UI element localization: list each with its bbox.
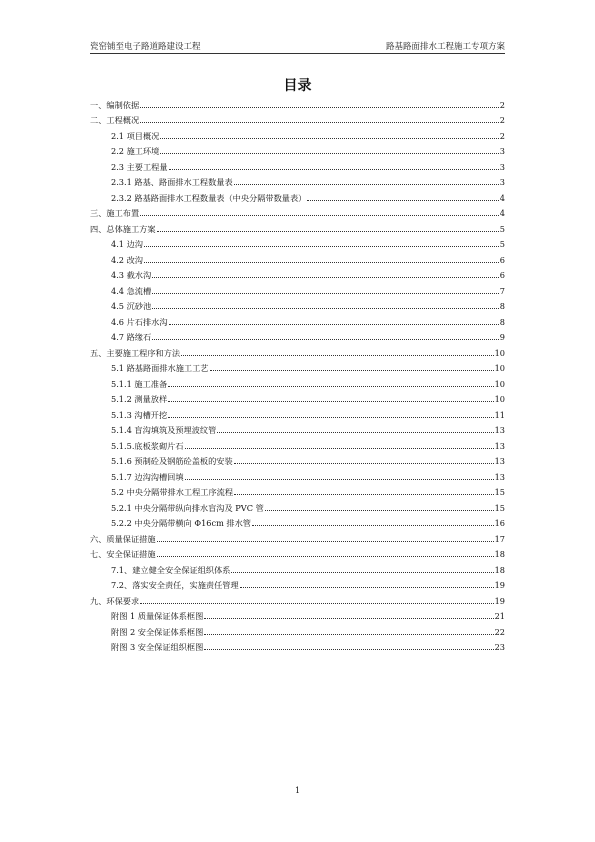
toc-entry-label: 4.2 改沟 <box>111 254 143 265</box>
toc-entry-page: 5 <box>499 239 505 249</box>
toc-entry-label: 六、质量保证措施 <box>90 533 156 544</box>
toc-entry[interactable] <box>90 311 505 327</box>
toc-dot-leader <box>204 649 493 650</box>
toc-entry-page: 19 <box>494 595 505 606</box>
toc-entry[interactable] <box>90 327 505 343</box>
page-number: 1 <box>294 786 301 795</box>
toc-entry[interactable] <box>90 373 505 389</box>
toc-dot-leader <box>157 231 499 232</box>
toc-entry-label: 5.1.3 沟槽开挖 <box>111 409 168 420</box>
toc-entry-page: 5 <box>499 223 505 234</box>
toc-entry-label: 2.1 项目概况 <box>111 130 160 141</box>
toc-entry-label: 5.1.2 测量放样 <box>111 394 168 404</box>
toc-entry-page: 11 <box>494 409 505 420</box>
toc-dot-leader <box>152 277 499 278</box>
toc-entry-label: 一、编制依据 <box>90 99 140 110</box>
toc-entry[interactable] <box>90 265 505 281</box>
toc-entry-page: 18 <box>494 564 505 575</box>
toc-entry-page: 3 <box>499 146 505 156</box>
toc-entry[interactable] <box>90 482 505 498</box>
toc-entry[interactable] <box>90 94 505 110</box>
toc-entry-page: 6 <box>499 270 505 280</box>
page-header <box>90 40 505 54</box>
toc-dot-leader <box>252 525 494 526</box>
toc-entry-page: 2 <box>499 130 505 141</box>
toc-entry-label: 附图 3 安全保证组织框图 <box>111 642 204 652</box>
toc-dot-leader <box>140 122 499 123</box>
toc-entry[interactable] <box>90 203 505 219</box>
toc-entry-label: 5.1.7 边沟沟槽回填 <box>111 471 184 482</box>
toc-entry[interactable] <box>90 544 505 560</box>
toc-entry-label: 4.1 边沟 <box>111 239 143 249</box>
toc-entry-page: 2 <box>499 115 505 125</box>
toc-dot-leader <box>152 293 499 294</box>
toc-dot-leader <box>168 417 493 418</box>
toc-entry[interactable] <box>90 590 505 606</box>
toc-dot-leader <box>181 355 494 356</box>
toc-entry-label: 四、总体施工方案 <box>90 223 156 234</box>
toc-dot-leader <box>210 370 494 371</box>
toc-entry-page: 10 <box>494 394 505 404</box>
toc-dot-leader <box>185 479 494 480</box>
toc-dot-leader <box>217 432 493 433</box>
toc-dot-leader <box>168 401 493 402</box>
toc-dot-leader <box>307 200 498 201</box>
toc-dot-leader <box>144 262 499 263</box>
toc-dot-leader <box>152 339 499 340</box>
toc-dot-leader <box>140 603 493 604</box>
toc-entry-page: 4 <box>499 208 505 218</box>
toc-entry-page: 10 <box>494 347 505 358</box>
toc-entry[interactable] <box>90 404 505 420</box>
toc-entry-label: 5.1.4 盲沟填筑及预埋波纹管 <box>111 425 217 435</box>
toc-entry-page: 13 <box>494 425 505 435</box>
toc-dot-leader <box>234 494 494 495</box>
toc-entry-label: 4.7 路缘石 <box>111 332 152 342</box>
toc-entry[interactable] <box>90 621 505 637</box>
toc-entry-page: 3 <box>499 177 505 187</box>
toc-entry[interactable] <box>90 451 505 467</box>
toc-dot-leader <box>168 386 493 387</box>
toc-entry-page: 10 <box>494 363 505 373</box>
toc-entry[interactable] <box>90 575 505 591</box>
toc-title: 目录 <box>283 78 312 94</box>
toc-entry-label: 4.6 片石排水沟 <box>111 316 168 327</box>
header-document-title: 路基路面排水工程施工专项方案 <box>385 42 505 52</box>
toc-entry-page: 21 <box>494 611 505 621</box>
toc-dot-leader <box>169 169 499 170</box>
toc-entry-page: 10 <box>494 378 505 389</box>
toc-entry[interactable] <box>90 156 505 172</box>
toc-entry[interactable] <box>90 110 505 126</box>
toc-entry[interactable] <box>90 234 505 250</box>
toc-entry-label: 5.2.2 中央分隔带横向 Φ16cm 排水管 <box>111 518 251 528</box>
toc-entry-label: 二、工程概况 <box>90 115 140 125</box>
toc-entry-label: 4.3 截水沟 <box>111 270 152 280</box>
toc-entry[interactable] <box>90 358 505 374</box>
toc-entry-page: 23 <box>494 642 505 652</box>
toc-entry-page: 17 <box>494 533 505 544</box>
toc-dot-leader <box>140 215 499 216</box>
toc-entry-label: 三、施工布置 <box>90 208 140 218</box>
toc-entry[interactable] <box>90 280 505 296</box>
toc-dot-leader <box>160 153 498 154</box>
toc-entry[interactable] <box>90 172 505 188</box>
toc-entry-page: 19 <box>494 580 505 590</box>
toc-dot-leader <box>152 308 499 309</box>
toc-dot-leader <box>185 448 494 449</box>
toc-entry-page: 15 <box>494 502 505 513</box>
toc-entry-page: 7 <box>499 285 505 296</box>
toc-entry-page: 13 <box>494 471 505 482</box>
toc-entry-label: 5.2.1 中央分隔带纵向排水盲沟及 PVC 管 <box>111 502 264 513</box>
toc-entry-label: 2.3.1 路基、路面排水工程数量表 <box>111 177 233 187</box>
toc-entry[interactable] <box>90 141 505 157</box>
toc-entry[interactable] <box>90 218 505 234</box>
toc-dot-leader <box>144 246 499 247</box>
toc-entry-label: 4.5 沉砂池 <box>111 301 152 311</box>
toc-entry-label: 2.3.2 路基路面排水工程数量表（中央分隔带数量表） <box>111 192 307 203</box>
toc-entry[interactable] <box>90 342 505 358</box>
toc-entry-page: 2 <box>499 99 505 110</box>
header-project-name: 瓷窑铺至电子路道路建设工程 <box>90 42 201 52</box>
toc-entry-page: 9 <box>499 332 505 342</box>
toc-entry[interactable] <box>90 559 505 575</box>
toc-dot-leader <box>240 587 494 588</box>
toc-entry-page: 8 <box>499 316 505 327</box>
toc-entry-label: 七、安全保证措施 <box>90 549 156 559</box>
toc-entry[interactable] <box>90 389 505 405</box>
toc-entry[interactable] <box>90 125 505 141</box>
toc-entry[interactable] <box>90 435 505 451</box>
toc-entry-page: 18 <box>494 549 505 559</box>
toc-entry[interactable] <box>90 528 505 544</box>
toc-entry-label: 7.1、建立健全安全保证组织体系 <box>111 564 231 575</box>
toc-dot-leader <box>204 634 493 635</box>
toc-entry-label: 7.2、落实安全责任，实施责任管理 <box>111 580 239 590</box>
toc-entry-page: 13 <box>494 440 505 451</box>
toc-entry-page: 4 <box>499 192 505 203</box>
toc-entry[interactable] <box>90 513 505 529</box>
toc-entry[interactable] <box>90 637 505 653</box>
toc-entry-label: 五、主要施工程序和方法 <box>90 347 181 358</box>
toc-entry-label: 2.3 主要工程量 <box>111 161 168 172</box>
toc-entry-label: 4.4 急流槽 <box>111 285 152 296</box>
toc-entry[interactable] <box>90 497 505 513</box>
toc-entry-label: 附图 2 安全保证体系框图 <box>111 626 204 637</box>
toc-entry[interactable] <box>90 420 505 436</box>
toc-entry-page: 3 <box>499 161 505 172</box>
toc-entry[interactable] <box>90 187 505 203</box>
toc-dot-leader <box>140 107 499 108</box>
toc-dot-leader <box>234 463 494 464</box>
toc-entry-label: 5.1.1 施工准备 <box>111 378 168 389</box>
toc-entry-page: 13 <box>494 456 505 466</box>
toc-dot-leader <box>157 556 494 557</box>
table-of-contents <box>90 94 505 652</box>
toc-entry-label: 附图 1 质量保证体系框图 <box>111 611 204 621</box>
toc-dot-leader <box>160 138 498 139</box>
toc-entry-page: 6 <box>499 254 505 265</box>
toc-dot-leader <box>169 324 499 325</box>
toc-dot-leader <box>204 618 493 619</box>
toc-dot-leader <box>157 541 494 542</box>
toc-entry-label: 5.1.6 预制砼及钢筋砼盖板的安装 <box>111 456 233 466</box>
toc-entry-page: 15 <box>494 487 505 497</box>
toc-entry[interactable] <box>90 606 505 622</box>
toc-entry-label: 5.2 中央分隔带排水工程工序流程 <box>111 487 234 497</box>
toc-entry-label: 2.2 施工环境 <box>111 146 160 156</box>
toc-entry-page: 22 <box>494 626 505 637</box>
toc-entry-label: 5.1.5.底板浆砌片石 <box>111 440 184 451</box>
toc-dot-leader <box>234 184 499 185</box>
toc-entry-page: 16 <box>494 518 505 528</box>
toc-entry-page: 8 <box>499 301 505 311</box>
toc-entry-label: 5.1 路基路面排水施工工艺 <box>111 363 209 373</box>
toc-dot-leader <box>265 510 494 511</box>
toc-entry-label: 九、环保要求 <box>90 595 140 606</box>
toc-entry[interactable] <box>90 296 505 312</box>
toc-entry[interactable] <box>90 249 505 265</box>
toc-entry[interactable] <box>90 466 505 482</box>
toc-dot-leader <box>231 572 493 573</box>
header-divider <box>90 53 505 54</box>
